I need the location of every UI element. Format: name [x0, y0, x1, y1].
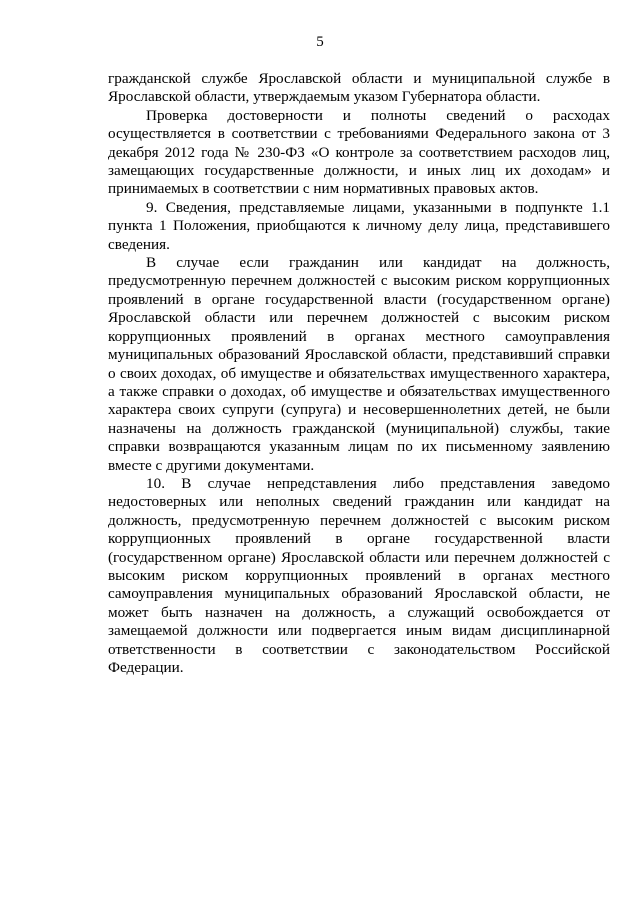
- page-number: 5: [316, 34, 324, 50]
- document-body: [108, 70, 610, 677]
- paragraph-return-of-documents: В случае если гражданин или кандидат на должность, предусмотренную перечнем должностей с высоким риском коррупционных проявлений в органе государственной власти (государственном органе) Ярославской области или перечнем должностей с высоким риском коррупционных проявлений в органах местного самоуправления муниципальных образований Ярославской области, представивший справки о своих доходах, об имуществе и обязательствах имущественного характера, а также справки о доходах, об имуществе и обязательствах имущественного характера своих супруги (супруга) и несовершеннолетних детей, не были назначены на должность гражданской (муниципальной) службы, такие справки возвращаются указанным лицам по их письменному заявлению вместе с другими документами.: [108, 254, 610, 474]
- paragraph-continuation: гражданской службе Ярославской области и муниципальной службе в Ярославской области, утверждаемым указом Губернатора области.: [108, 70, 610, 106]
- paragraph-item-10: 10. В случае непредставления либо представления заведомо недостоверных или неполных сведений гражданин или кандидат на должность, предусмотренную перечнем должностей с высоким риском коррупционных проявлений в органе государственной власти (государственном органе) Ярославской области или перечнем должностей с высоким риском коррупционных проявлений в органах местного самоуправления муниципальных образований Ярославской области, не может быть назначен на должность, а служащий освобождается от замещаемой должности или подвергается иным видам дисциплинарной ответственности в соответствии с законодательством Российской Федерации.: [108, 474, 610, 676]
- paragraph-item-9: 9. Сведения, представляемые лицами, указанными в подпункте 1.1 пункта 1 Положения, приобщаются к личному делу лица, представившего сведения.: [108, 198, 610, 253]
- paragraph-expense-verification: Проверка достоверности и полноты сведений о расходах осуществляется в соответствии с требованиями Федерального закона от 3 декабря 2012 года № 230-ФЗ «О контроле за соответствием расходов лиц, замещающих государственные должности, и иных лиц их доходам» и принимаемых в соответствии с ним нормативных правовых актов.: [108, 106, 610, 198]
